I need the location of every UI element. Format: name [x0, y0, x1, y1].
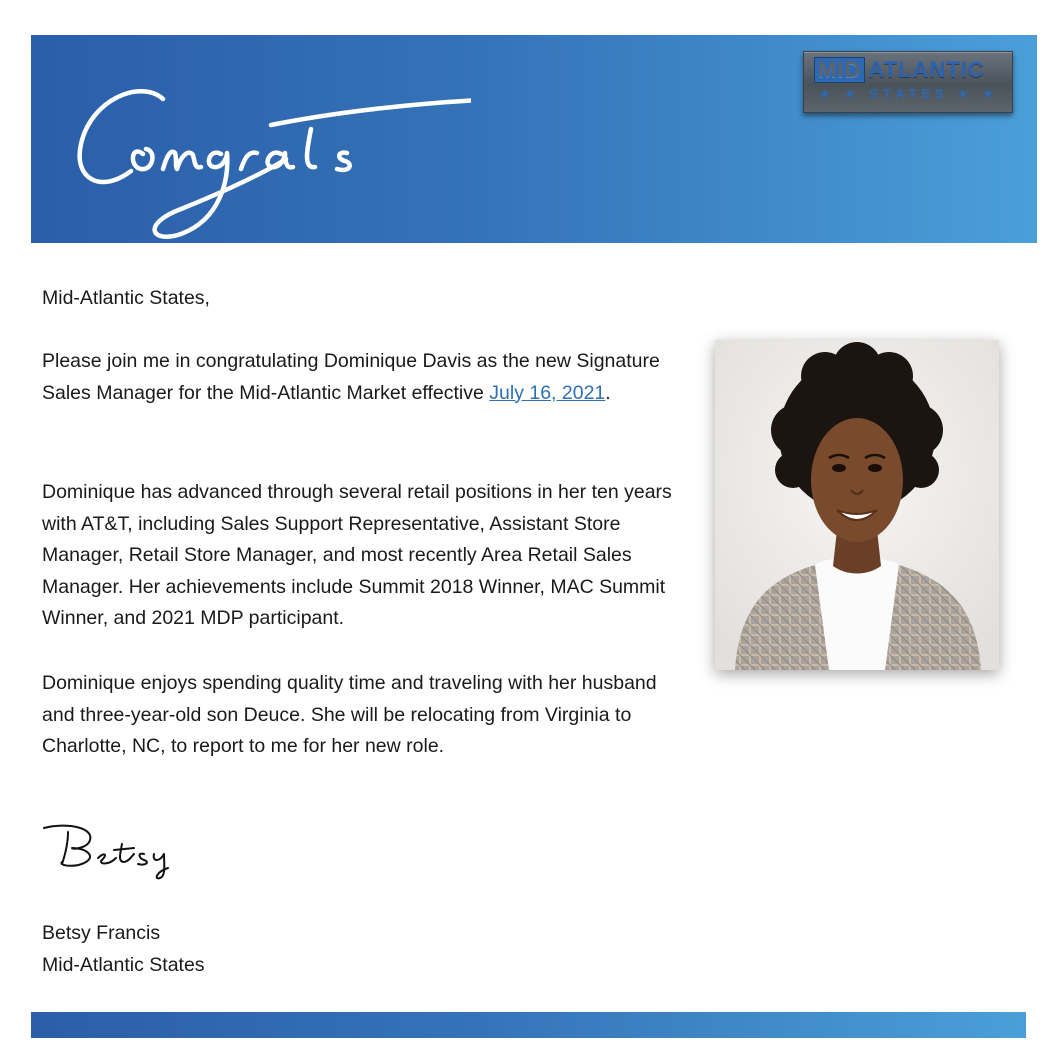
announcement-text: Please join me in congratulating Dominique Davis as the new Signature Sales Manager for the Mid-Atlantic Market effective: [42, 350, 660, 404]
logo-text-atlantic: ATLANTIC: [868, 57, 985, 82]
logo-text-states: ★ ★ STATES ★ ★: [818, 86, 1000, 101]
portrait-photo: [715, 340, 999, 670]
sender-block: [42, 918, 205, 981]
announcement-paragraph: [42, 346, 682, 409]
header-banner: [31, 35, 1037, 243]
effective-date-link[interactable]: July 16, 2021: [489, 381, 606, 404]
announcement-text-end: .: [605, 381, 611, 404]
congrats-script-heading: [71, 59, 471, 239]
personal-paragraph: Dominique enjoys spending quality time and traveling with her husband and three-year-old son Deuce. She will be relocating from Virginia to Charlotte, NC, to report to me for her new role.: [42, 672, 657, 757]
career-paragraph: Dominique has advanced through several retail positions in her ten years with AT&T, including Sales Support Representative, Assistant Store Manager, Retail Store Manager, and most recently Area Retail Sales Manager. Her achievements include Summit 2018 Winner, MAC Summit Winner, and 2021 MDP participant.: [42, 481, 672, 629]
sender-organization: Mid-Atlantic States: [42, 953, 205, 976]
portrait-illustration: [715, 340, 999, 670]
mid-atlantic-states-logo: [803, 51, 1013, 113]
sender-name: Betsy Francis: [42, 922, 161, 944]
signature-image: [38, 818, 188, 880]
letter-greeting: Mid-Atlantic States,: [42, 287, 210, 309]
logo-text-mid: MID: [814, 57, 865, 83]
footer-bar: [31, 1012, 1026, 1038]
